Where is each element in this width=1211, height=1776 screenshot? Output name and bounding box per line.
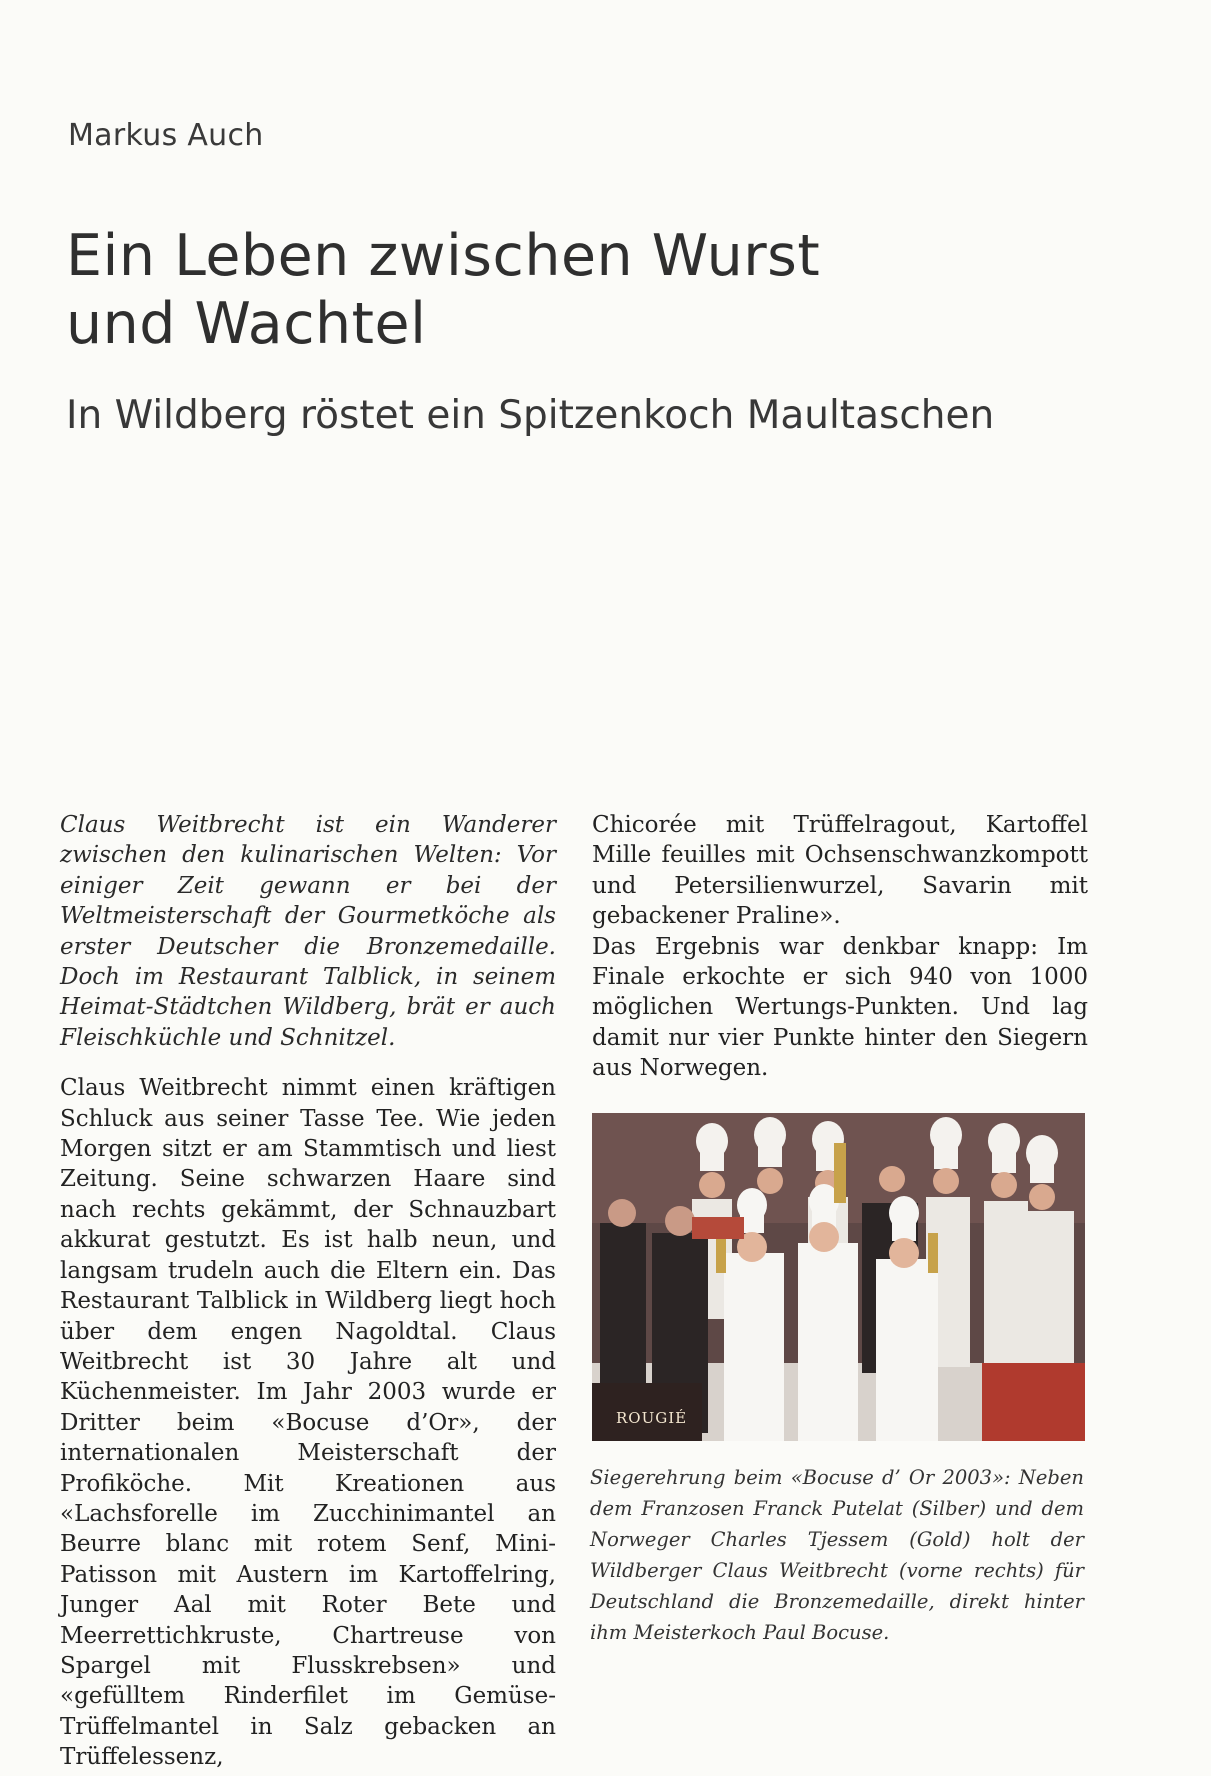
left-column: [60, 810, 556, 1773]
article-subtitle: In Wildberg röstet ein Spitzenkoch Maultaschen: [66, 393, 995, 438]
article-title: [66, 222, 966, 358]
title-line-1: Ein Leben zwischen Wurst: [66, 223, 821, 289]
body-paragraph-left: Claus Weitbrecht nimmt einen kräftigen Schluck aus seiner Tasse Tee. Wie jeden Morgen sitzt er am Stammtisch und liest Zeitung. Seine schwarzen Haare sind nach rechts gekämmt, der Schnauzbart akkurat gestutzt. Es ist halb neun, und langsam trudeln auch die Eltern ein. Das Restaurant Talblick in Wildberg liegt hoch über dem engen Nagoldtal. Claus Weitbrecht ist 30 Jahre alt und Küchenmeister. Im Jahr 2003 wurde er Dritter beim «Bocuse d’Or», der internationalen Meisterschaft der Profiköche. Mit Kreationen aus «Lachsforelle im Zucchinimantel an Beurre blanc mit rotem Senf, Mini-Patisson mit Austern im Kartoffelring, Junger Aal mit Roter Bete und Meerrettichkruste, Chartreuse von Spargel mit Flusskrebsen» und «gefülltem Rinderfilet im Gemüse-Trüffelmantel in Salz gebacken an Trüffelessenz,: [60, 1075, 556, 1771]
title-line-2: und Wachtel: [66, 291, 427, 357]
award-ceremony-photo: [592, 1113, 1085, 1441]
right-column: [592, 810, 1088, 1084]
photo-illustration: [592, 1113, 1085, 1441]
author-name: Markus Auch: [68, 118, 264, 153]
body-paragraph-right-2: Das Ergebnis war denkbar knapp: Im Finale erkochte er sich 940 von 1000 möglichen Wertungs-Punkten. Und lag damit nur vier Punkte hinter den Siegern aus Norwegen.: [592, 933, 1088, 1082]
sponsor-sign: ROUGIÉ: [616, 1409, 688, 1427]
body-paragraph-right-1: Chicorée mit Trüffelragout, Kartoffel Mille feuilles mit Ochsenschwanzkompott und Petersilienwurzel, Savarin mit gebackener Praline».: [592, 812, 1088, 930]
photo-caption: Siegerehrung beim «Bocuse d’ Or 2003»: Neben dem Franzosen Franck Putelat (Silber) und dem Norweger Charles Tjessem (Gold) holt der Wildberger Claus Weitbrecht (vorne rechts) für Deutschland die Bronzemedaille, direkt hinter ihm Meisterkoch Paul Bocuse.: [590, 1466, 1084, 1644]
article-lead: Claus Weitbrecht ist ein Wanderer zwischen den kulinarischen Welten: Vor einiger Zeit gewann er bei der Weltmeisterschaft der Gourmetköche als erster Deutscher die Bronzemedaille. Doch im Restaurant Talblick, in seinem Heimat-Städtchen Wildberg, brät er auch Fleischküchle und Schnitzel.: [60, 812, 556, 1051]
